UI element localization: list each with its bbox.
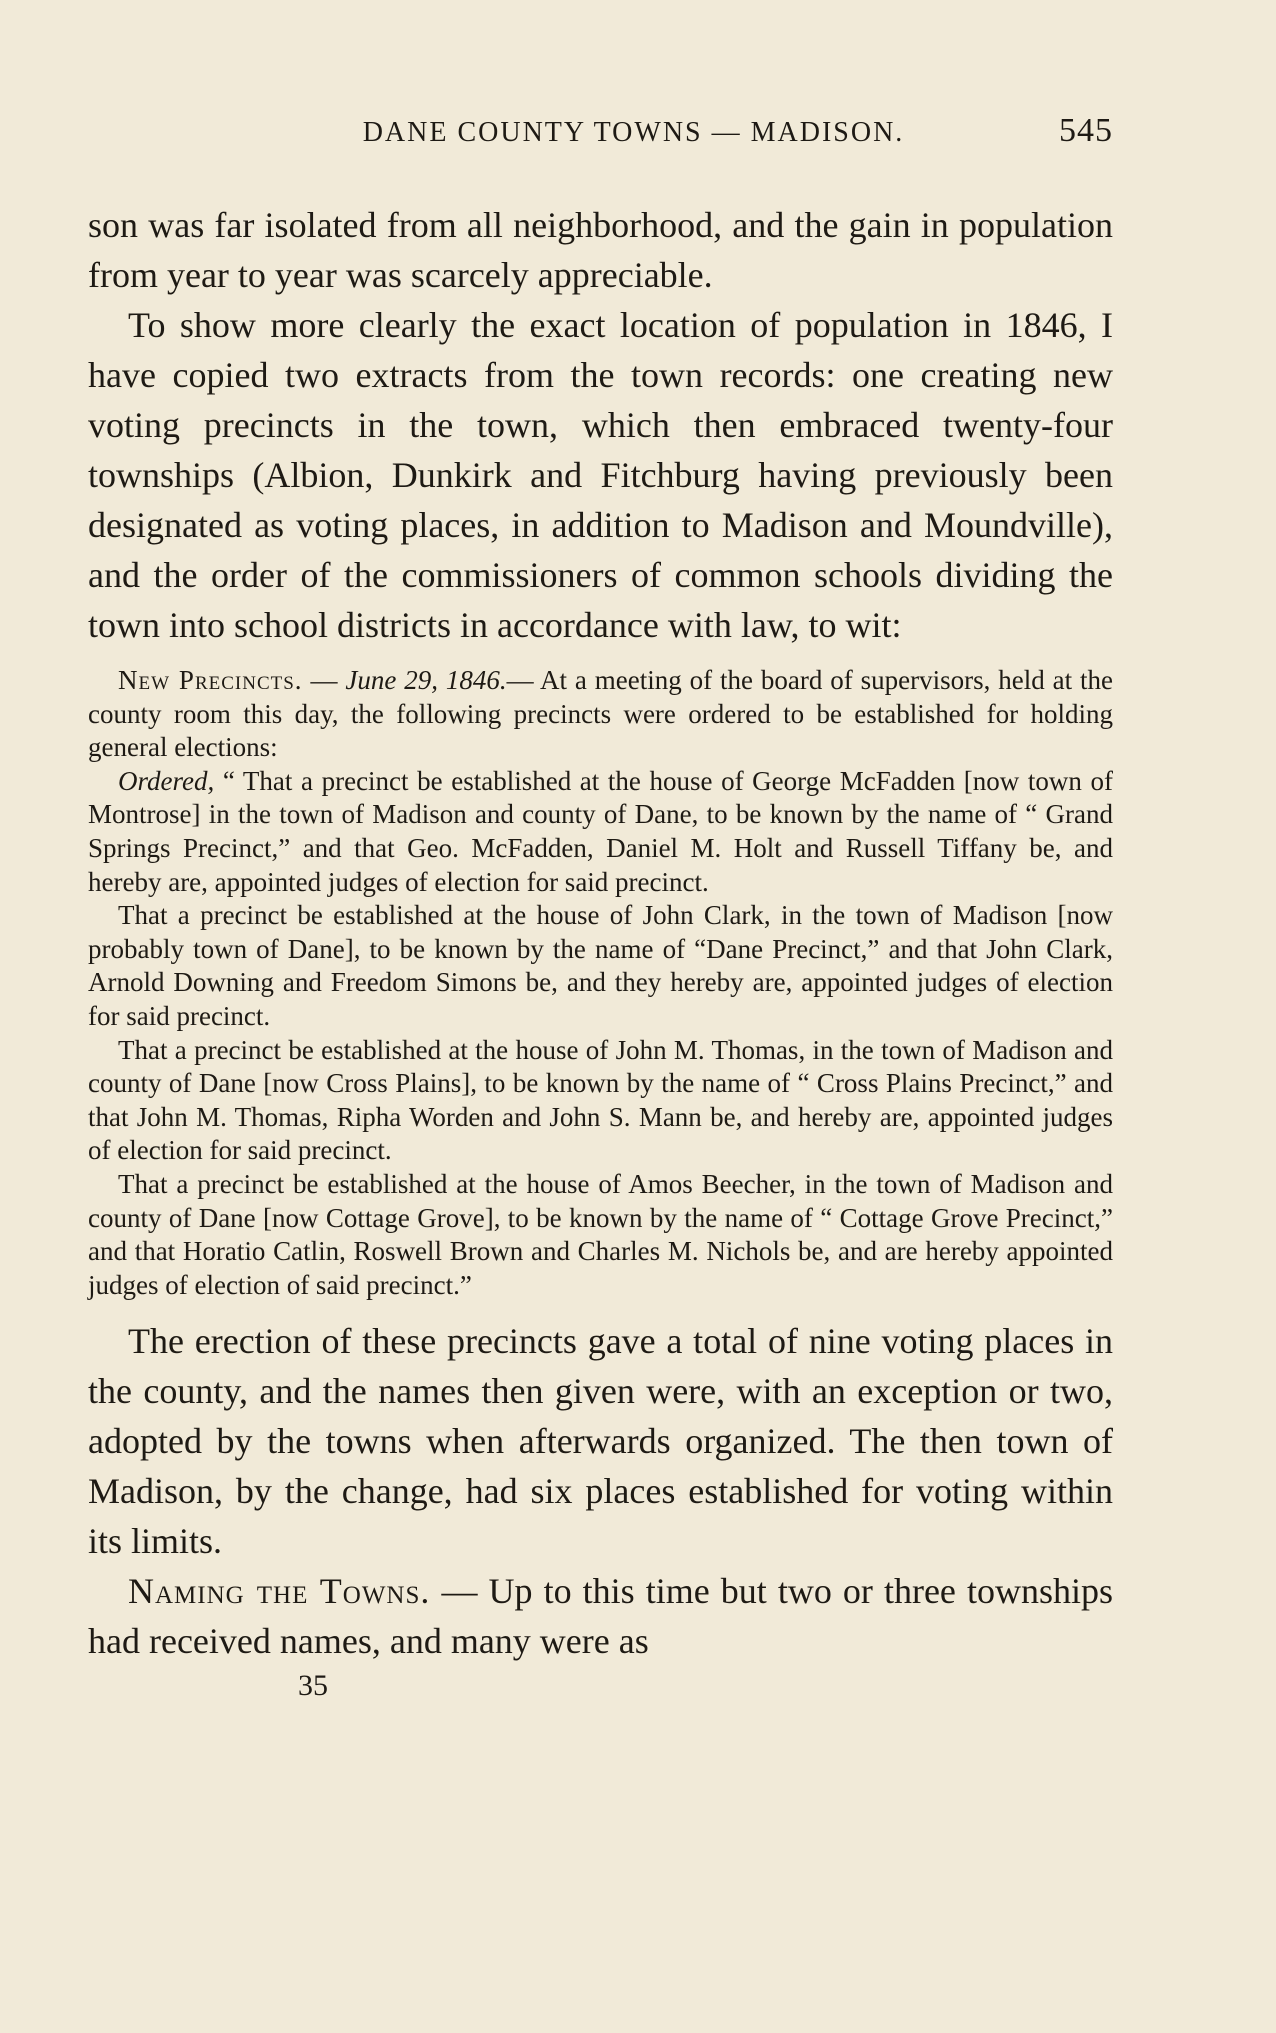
extract-heading-date: June 29, 1846. bbox=[345, 665, 507, 695]
paragraph-naming-towns bbox=[88, 1566, 1113, 1666]
paragraph-precincts-total: The erection of these precincts gave a total of nine voting places in the county, and the names then given were, with an exception or two, adopted by the towns when afterwards organized. The then town of Madison, by the change, had six places established for voting within its limits. bbox=[88, 1321, 1113, 1562]
paragraph-continuation: son was far isolated from all neighborhood, and the gain in population from year to year was scarcely appreciable. bbox=[88, 205, 1113, 295]
extract-beecher: That a precinct be established at the house of Amos Beecher, in the town of Madison and county of Dane [now Cottage Grove], to be known by the name of “ Cottage Grove Precinct,” and that Horatio Catlin, Roswell Brown and Charles M. Nichols be, and are hereby appointed judges of election of said precinct.” bbox=[88, 1168, 1113, 1300]
extract-heading bbox=[88, 664, 1113, 765]
extract-heading-title: New Precincts. bbox=[118, 665, 303, 695]
paragraph-extracts-intro: To show more clearly the exact location of population in 1846, I have copied two extracts from the town records: one creating new voting precincts in the town, which then embraced twenty-four townships (Albion, Dunkirk and Fitchburg having previously been designated as voting places, in addition to Madison and Moundville), and the order of the commissioners of common schools dividing the town into school districts in accordance with law, to wit: bbox=[88, 305, 1113, 645]
ordered-label: Ordered, bbox=[118, 765, 215, 796]
naming-towns-text: — Up to this time but two or three townships had received names, and many were as bbox=[88, 1571, 1113, 1662]
page-number: 545 bbox=[1059, 112, 1113, 149]
page-header bbox=[88, 112, 1113, 172]
extract-block bbox=[88, 664, 1113, 1302]
signature-mark: 35 bbox=[298, 1669, 328, 1703]
extract-heading-dash: — bbox=[302, 665, 346, 695]
naming-towns-heading: Naming the Towns. bbox=[128, 1571, 431, 1612]
book-page bbox=[88, 112, 1113, 1706]
extract-thomas: That a precinct be established at the house of John M. Thomas, in the town of Madison and county of Dane [now Cross Plains], to be known by the name of “ Cross Plains Precinct,” and that John M. Thomas, Ripha Worden and John S. Mann be, and hereby are, appointed judges of election for said precinct. bbox=[88, 1034, 1113, 1166]
ordered-text: “ That a precinct be established at the house of George McFadden [now town of Montrose] in the town of Madison and county of Dane, to be known by the name of “ Grand Springs Precinct,” and that Geo. McFadden, Daniel M. Holt and Russell Tiffany be, and hereby are, appointed judges of election for said precinct. bbox=[88, 765, 1113, 897]
extract-clark: That a precinct be established at the house of John Clark, in the town of Madison [now probably town of Dane], to be known by the name of “Dane Precinct,” and that John Clark, Arnold Downing and Freedom Simons be, and they hereby are, appointed judges of election for said precinct. bbox=[88, 900, 1113, 1031]
running-head: DANE COUNTY TOWNS — MADISON. bbox=[362, 117, 905, 148]
extract-heading-text: — At a meeting of the board of supervisors, held at the county room this day, the following precincts were ordered to be established for holding general elections: bbox=[88, 665, 1114, 763]
extract-ordered bbox=[88, 765, 1113, 899]
